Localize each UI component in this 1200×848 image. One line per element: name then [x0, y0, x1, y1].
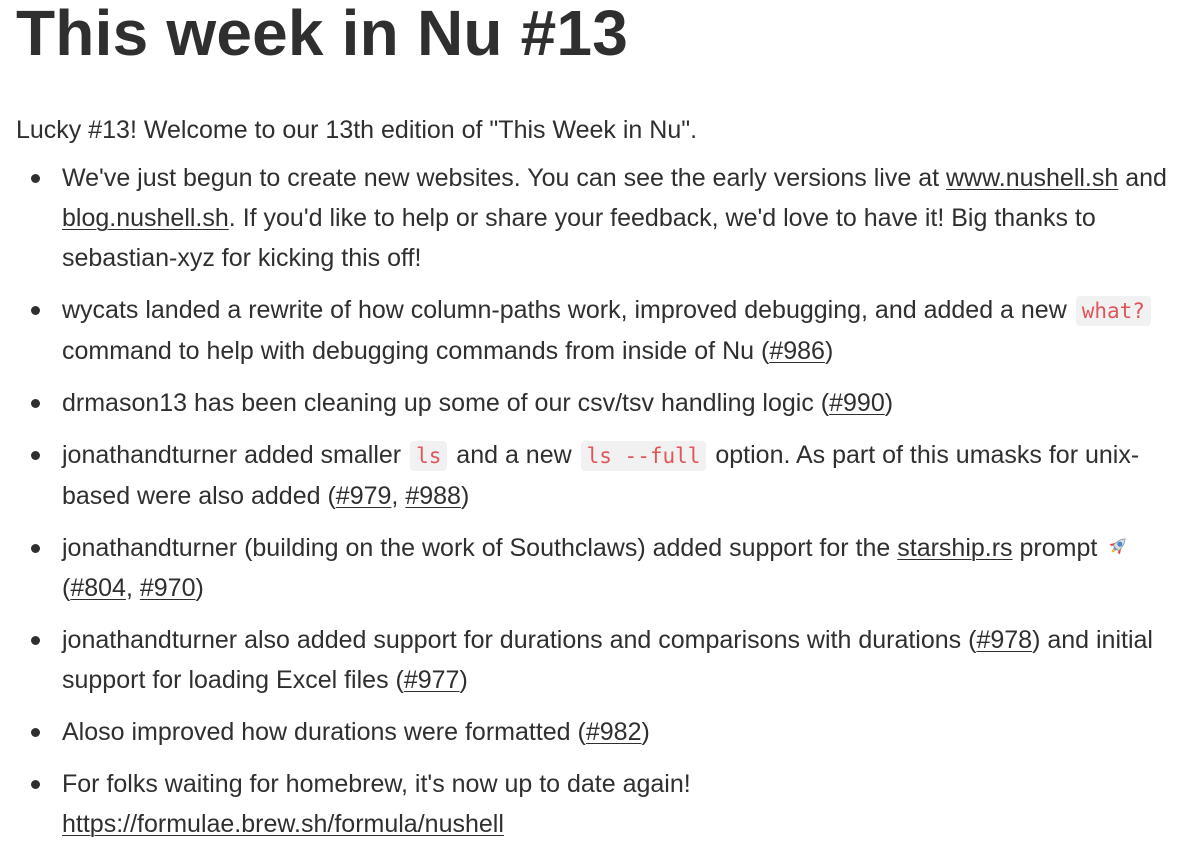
item-text: For folks waiting for homebrew, it's now up to date again!	[62, 770, 691, 798]
pr-link[interactable]: #990	[829, 389, 885, 417]
item-text: option. As part of this umasks for unix-based were also added (	[62, 441, 1140, 510]
list-item	[16, 764, 1184, 844]
item-text: and a new	[449, 441, 579, 469]
pr-link[interactable]: #982	[585, 718, 642, 746]
pr-link[interactable]: #977	[403, 666, 460, 694]
bullet-icon	[31, 544, 40, 553]
bullet-icon	[31, 728, 40, 737]
item-text: jonathandturner added smaller	[62, 441, 409, 469]
rocket-icon	[1104, 534, 1130, 560]
item-text: jonathandturner also added support for durations and comparisons with durations (	[62, 626, 977, 654]
pr-link[interactable]: #978	[976, 626, 1033, 654]
bullet-icon	[31, 306, 40, 315]
item-text: )	[195, 574, 204, 602]
bullet-icon	[31, 399, 40, 408]
inline-code: ls	[410, 441, 447, 471]
bullet-icon	[31, 780, 40, 789]
news-list	[16, 158, 1184, 844]
list-item	[16, 290, 1184, 371]
bullet-icon	[31, 451, 40, 460]
item-text: prompt	[1012, 534, 1098, 562]
item-text: ,	[125, 574, 140, 602]
page-title: This week in Nu #13	[16, 0, 629, 69]
item-text: )	[460, 482, 470, 510]
item-text: drmason13 has been cleaning up some of our csv/tsv handling logic (	[62, 389, 830, 417]
inline-code: ls --full	[581, 441, 707, 471]
pr-link[interactable]: #986	[769, 337, 825, 365]
bullet-icon	[31, 636, 40, 645]
item-text: (	[62, 574, 71, 602]
pr-link[interactable]: #988	[405, 482, 461, 510]
item-text: wycats landed a rewrite of how column-paths work, improved debugging, and added a new	[62, 296, 1074, 324]
pr-link[interactable]: #804	[70, 574, 126, 602]
item-text: command to help with debugging commands from inside of Nu (	[62, 337, 770, 365]
item-text: ) and initial support for loading Excel files (	[62, 626, 1153, 694]
item-text: Aloso improved how durations were formatted (	[62, 718, 586, 746]
item-text: . If you'd like to help or share your feedback, we'd love to have it! Big thanks to sebastian-xyz for kicking this off!	[62, 204, 1096, 272]
list-item	[16, 528, 1184, 608]
item-text: jonathandturner (building on the work of Southclaws) added support for the	[62, 534, 898, 562]
item-text: )	[824, 337, 834, 365]
nushell-site-link[interactable]: www.nushell.sh	[945, 164, 1119, 192]
inline-code: what?	[1076, 296, 1151, 326]
item-text: )	[884, 389, 894, 417]
item-text: ,	[391, 482, 406, 510]
item-text: and	[1118, 164, 1167, 192]
item-text: We've just begun to create new websites. You can see the early versions live at	[62, 164, 946, 192]
bullet-icon	[31, 174, 40, 183]
pr-link[interactable]: #979	[335, 482, 392, 510]
list-item	[16, 383, 1184, 423]
starship-link[interactable]: starship.rs	[897, 534, 1013, 562]
pr-link[interactable]: #970	[139, 574, 196, 602]
intro-paragraph: Lucky #13! Welcome to our 13th edition of "This Week in Nu".	[16, 116, 698, 144]
nushell-blog-link[interactable]: blog.nushell.sh	[62, 204, 229, 232]
list-item	[16, 620, 1184, 700]
homebrew-formula-link[interactable]: https://formulae.brew.sh/formula/nushell	[62, 810, 504, 838]
item-text: )	[459, 666, 468, 694]
list-item	[16, 158, 1184, 278]
list-item	[16, 435, 1184, 516]
list-item	[16, 712, 1184, 752]
item-text: )	[641, 718, 650, 746]
